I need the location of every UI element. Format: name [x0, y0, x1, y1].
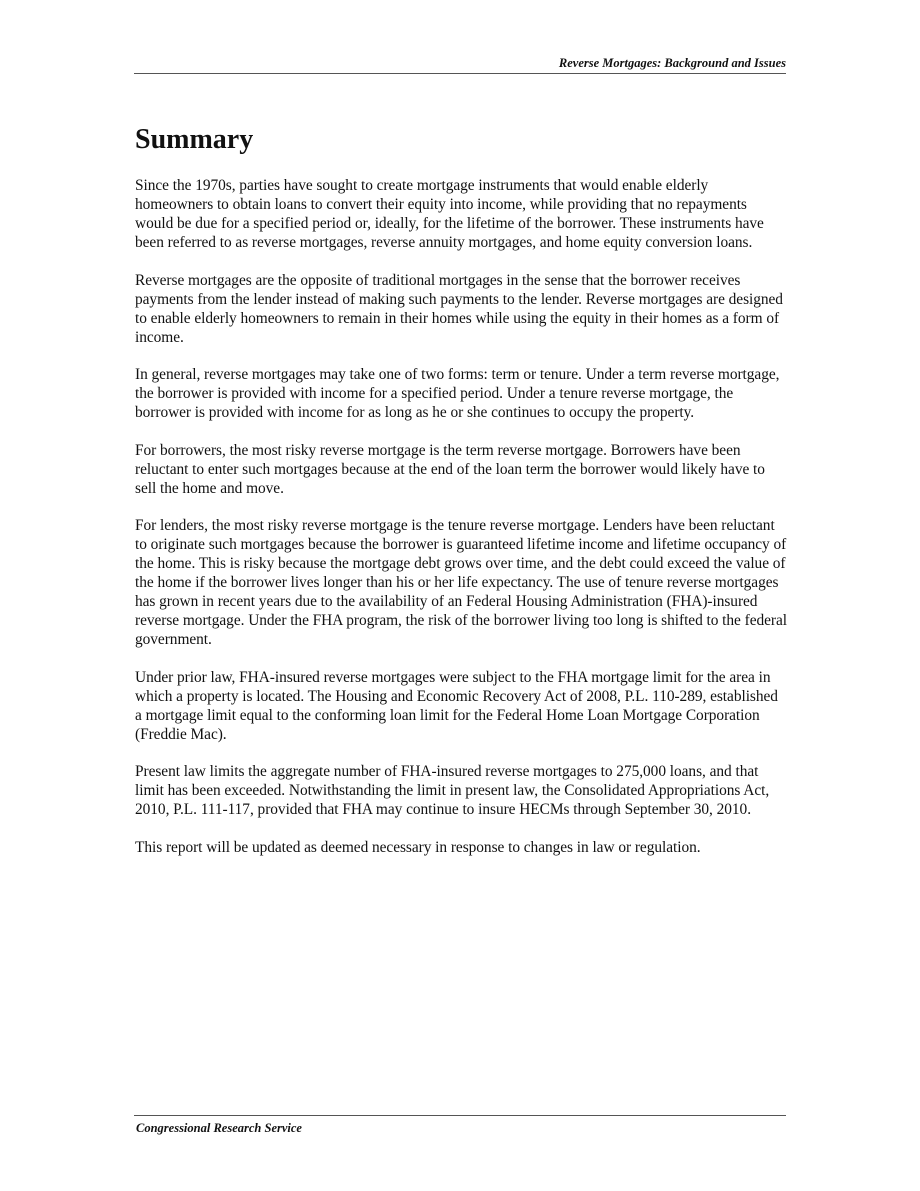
paragraph: In general, reverse mortgages may take one of two forms: term or tenure. Under a term reverse mortgage, the borrower is provided with income for a specified period. Under a tenure reverse mortgage, the borrower is provided with income for as long as he or she continues to occupy the property. — [135, 366, 780, 421]
paragraph: Since the 1970s, parties have sought to create mortgage instruments that would enable elderly homeowners to obtain loans to convert their equity into income, while providing that no repayments would be due for a specified period or, ideally, for the lifetime of the borrower. These instruments have been referred to as reverse mortgages, reverse annuity mortgages, and home equity conversion loans. — [135, 177, 764, 251]
paragraph: This report will be updated as deemed necessary in response to changes in law or regulation. — [135, 838, 701, 856]
summary-body — [135, 176, 787, 875]
paragraph: Reverse mortgages are the opposite of traditional mortgages in the sense that the borrower receives payments from the lender instead of making such payments to the lender. Reverse mortgages are designed to enable elderly homeowners to remain in their homes while using the equity in their homes as a form of income. — [135, 271, 783, 346]
paragraph: Present law limits the aggregate number of FHA-insured reverse mortgages to 275,000 loans, and that limit has been exceeded. Notwithstanding the limit in present law, the Consolidated Appropriations Act, 2010, P.L. 111-117, provided that FHA may continue to insure HECMs through September 30, 2010. — [135, 763, 770, 818]
paragraph: Under prior law, FHA-insured reverse mortgages were subject to the FHA mortgage limit for the area in which a property is located. The Housing and Economic Recovery Act of 2008, P.L. 110-289, established a mortgage limit equal to the conforming loan limit for the Federal Home Loan Mortgage Corporation (Freddie Mac). — [135, 668, 778, 743]
footer-divider — [134, 1115, 786, 1116]
paragraph: For lenders, the most risky reverse mortgage is the tenure reverse mortgage. Lenders have been reluctant to originate such mortgages because the borrower is guaranteed lifetime income and lifetime occupancy of the home. This is risky because the mortgage debt grows over time, and the debt could exceed the value of the home if the borrower lives longer than his or her life expectancy. The use of tenure reverse mortgages has grown in recent years due to the availability of an Federal Housing Administration (FHA)-insured reverse mortgage. Under the FHA program, the risk of the borrower living too long is shifted to the federal government. — [135, 517, 787, 648]
paragraph: For borrowers, the most risky reverse mortgage is the term reverse mortgage. Borrowers have been reluctant to enter such mortgages because at the end of the loan term the borrower would likely have to sell the home and move. — [135, 441, 765, 497]
running-footer: Congressional Research Service — [136, 1121, 302, 1135]
header-divider — [134, 73, 786, 74]
page-title: Summary — [135, 124, 254, 155]
running-header: Reverse Mortgages: Background and Issues — [558, 56, 786, 70]
